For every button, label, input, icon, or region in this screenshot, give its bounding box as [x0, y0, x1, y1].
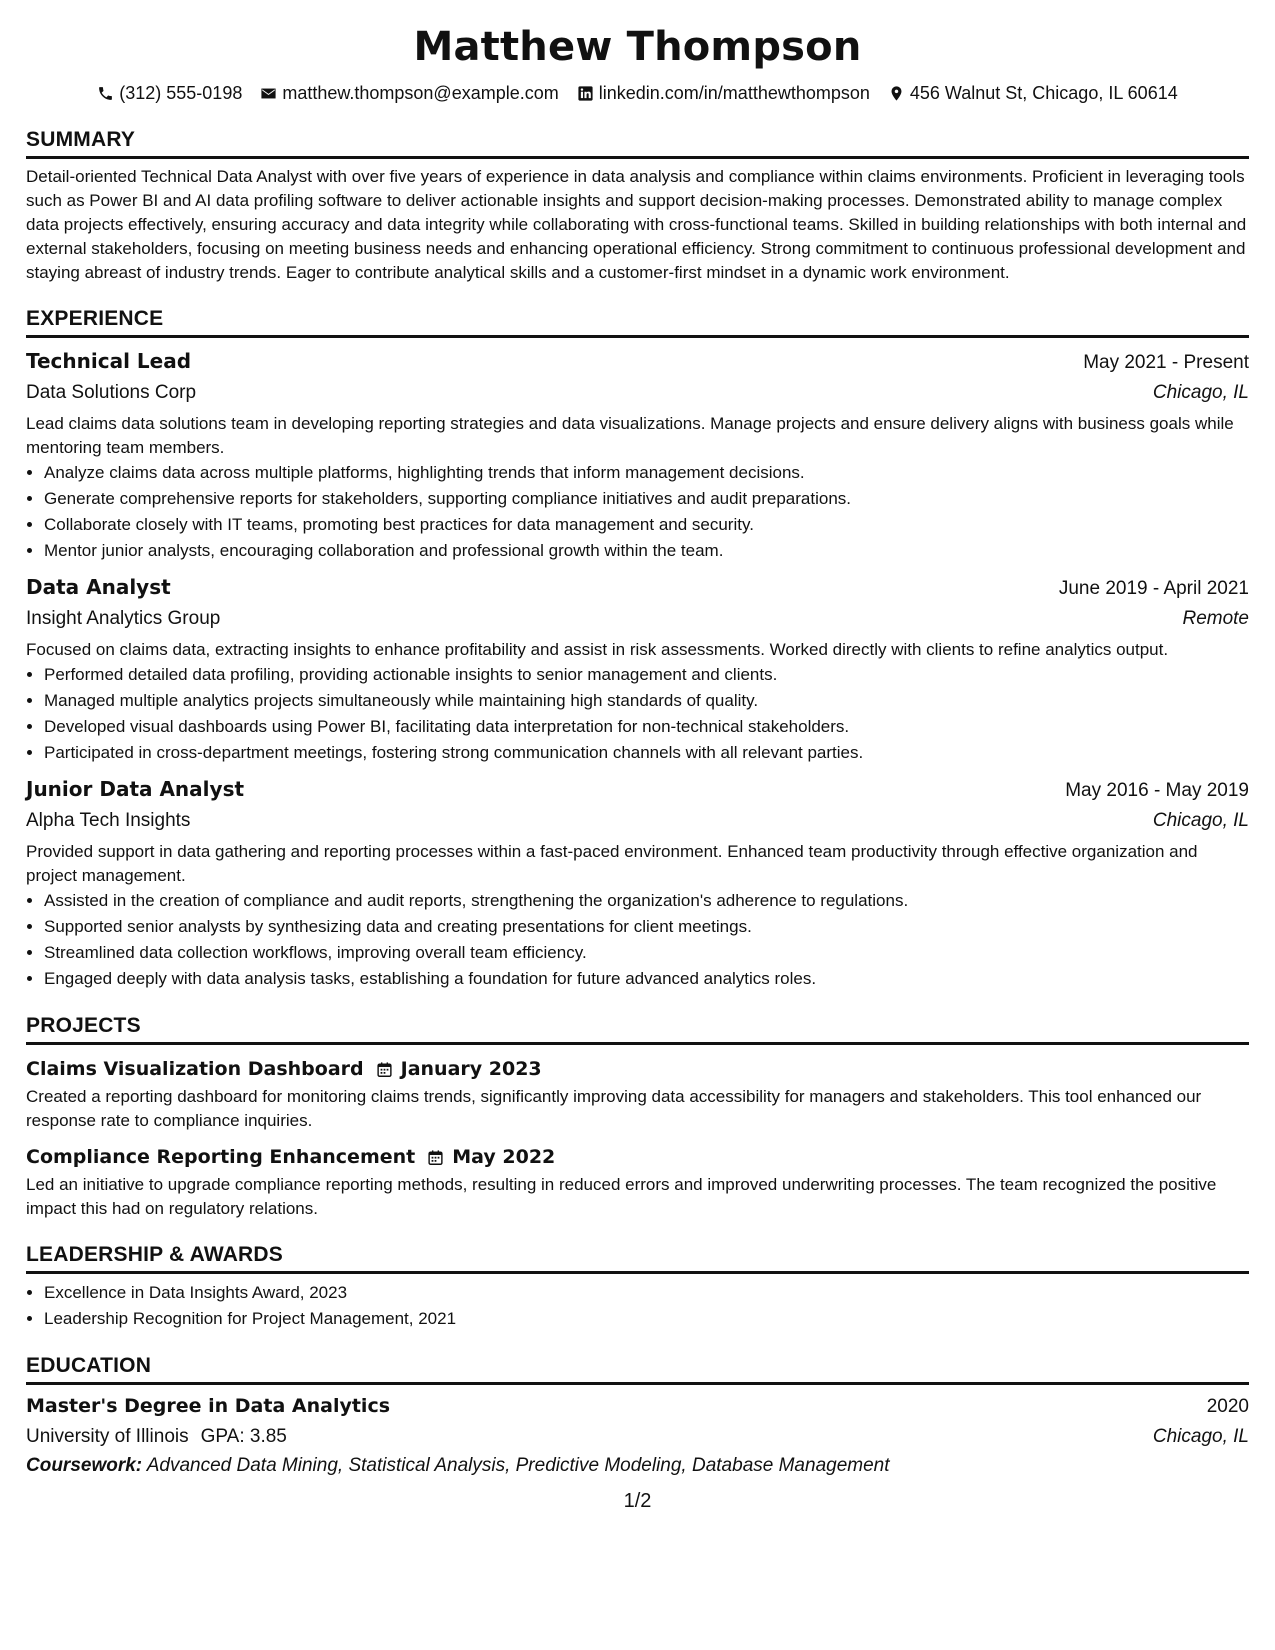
candidate-name: Matthew Thompson [413, 24, 862, 70]
education-gpa: GPA: 3.85 [200, 1426, 287, 1447]
job-bullets [26, 662, 1249, 766]
section-title-experience: EXPERIENCE [26, 307, 1249, 338]
project-entry [26, 1055, 1249, 1133]
project-date: January 2023 [400, 1058, 542, 1080]
job-entry [26, 572, 1249, 766]
list-item: • Participated in cross-department meetings, fostering strong communication channels with all relevant parties. [44, 740, 1249, 766]
job-entry [26, 774, 1249, 992]
contact-email[interactable] [260, 80, 558, 106]
list-item: • Managed multiple analytics projects simultaneously while maintaining high standards of quality. [44, 688, 1249, 714]
email-text: matthew.thompson@example.com [282, 83, 559, 103]
coursework-text: Advanced Data Mining, Statistical Analysis, Predictive Modeling, Database Management [146, 1455, 890, 1476]
envelope-icon [260, 85, 277, 102]
section-title-leadership: LEADERSHIP & AWARDS [26, 1243, 1249, 1274]
contact-phone[interactable] [97, 80, 242, 106]
job-title: Data Analyst [26, 575, 171, 599]
job-description: Focused on claims data, extracting insights to enhance profitability and assist in risk assessments. Worked directly with clients to refine analytics output. [26, 640, 1169, 659]
list-item: • Excellence in Data Insights Award, 2023 [44, 1280, 1249, 1306]
section-title-projects: PROJECTS [26, 1014, 1249, 1045]
education-degree: Master's Degree in Data Analytics [26, 1395, 391, 1417]
list-item: • Analyze claims data across multiple platforms, highlighting trends that inform management decisions. [44, 460, 1249, 486]
education-location: Chicago, IL [1152, 1426, 1249, 1447]
job-entry [26, 346, 1249, 564]
experience-section [26, 307, 1249, 992]
job-company: Alpha Tech Insights [26, 810, 191, 831]
job-location: Chicago, IL [1152, 382, 1249, 403]
job-dates: May 2021 - Present [1083, 352, 1249, 373]
job-dates: May 2016 - May 2019 [1065, 780, 1249, 801]
project-description: Led an initiative to upgrade compliance reporting methods, resulting in reduced errors and improved underwriting processes. The team recognized the positive impact this had on regulatory relations. [26, 1175, 1217, 1218]
project-date: May 2022 [452, 1146, 556, 1168]
job-title: Junior Data Analyst [26, 777, 245, 801]
summary-section [26, 128, 1249, 285]
job-company: Data Solutions Corp [26, 382, 197, 403]
leadership-section [26, 1243, 1249, 1332]
job-title: Technical Lead [26, 349, 192, 373]
job-location: Remote [1182, 608, 1249, 629]
education-year: 2020 [1206, 1396, 1249, 1417]
job-dates: June 2019 - April 2021 [1058, 578, 1249, 599]
list-item: • Developed visual dashboards using Power BI, facilitating data interpretation for non-technical stakeholders. [44, 714, 1249, 740]
project-name: Compliance Reporting Enhancement [26, 1146, 416, 1168]
list-item: • Engaged deeply with data analysis tasks, establishing a foundation for future advanced analytics roles. [44, 966, 1249, 992]
list-item: • Collaborate closely with IT teams, promoting best practices for data management and security. [44, 512, 1249, 538]
job-bullets [26, 460, 1249, 564]
project-entry [26, 1143, 1249, 1221]
list-item: • Generate comprehensive reports for stakeholders, supporting compliance initiatives and audit preparations. [44, 486, 1249, 512]
phone-icon [97, 85, 114, 102]
job-description: Provided support in data gathering and reporting processes within a fast-paced environment. Enhanced team productivity through effective organization and project management. [26, 842, 1198, 885]
list-item: • Mentor junior analysts, encouraging collaboration and professional growth within the team. [44, 538, 1249, 564]
list-item: • Streamlined data collection workflows, improving overall team efficiency. [44, 940, 1249, 966]
list-item: • Leadership Recognition for Project Management, 2021 [44, 1306, 1249, 1332]
linkedin-text: linkedin.com/in/matthewthompson [598, 83, 870, 103]
job-company: Insight Analytics Group [26, 608, 221, 629]
section-title-education: EDUCATION [26, 1354, 1249, 1385]
linkedin-icon [577, 85, 594, 102]
awards-list [26, 1280, 1249, 1332]
contact-address [888, 80, 1178, 106]
list-item: • Supported senior analysts by synthesizing data and creating presentations for client meetings. [44, 914, 1249, 940]
calendar-icon [376, 1061, 393, 1078]
coursework-label: Coursework: [26, 1455, 143, 1476]
job-location: Chicago, IL [1152, 810, 1249, 831]
job-bullets [26, 888, 1249, 992]
list-item: • Assisted in the creation of compliance and audit reports, strengthening the organization's adherence to regulations. [44, 888, 1249, 914]
resume-page [26, 0, 1249, 1480]
map-pin-icon [888, 85, 905, 102]
coursework-line [26, 1452, 1249, 1480]
project-description: Created a reporting dashboard for monitoring claims trends, significantly improving data accessibility for managers and stakeholders. This tool enhanced our response rate to compliance inquiries. [26, 1087, 1202, 1130]
address-text: 456 Walnut St, Chicago, IL 60614 [909, 83, 1178, 103]
project-name: Claims Visualization Dashboard [26, 1058, 364, 1080]
summary-text: Detail-oriented Technical Data Analyst with over five years of experience in data analysis and compliance within claims environments. Proficient in leveraging tools such as Power BI and AI data profiling software to deliver actionable insights and support decision-making processes. Demonstrated ability to manage complex data projects effectively, ensuring accuracy and data integrity while collaborating with cross-functional teams. Skilled in building relationships with both internal and external stakeholders, focusing on meeting business needs and enhancing operational efficiency. Strong commitment to continuous professional development and staying abreast of industry trends. Eager to contribute analytical skills and a customer-first mindset in a dynamic work environment. [26, 167, 1247, 282]
section-title-summary: SUMMARY [26, 128, 1249, 159]
page-number: 1/2 [623, 1490, 652, 1512]
phone-text: (312) 555-0198 [119, 83, 243, 103]
contact-bar [26, 80, 1249, 106]
job-description: Lead claims data solutions team in developing reporting strategies and data visualizations. Manage projects and ensure delivery aligns with business goals while mentoring team members. [26, 414, 1234, 457]
education-section [26, 1354, 1249, 1480]
education-school: University of Illinois [26, 1426, 189, 1447]
list-item: • Performed detailed data profiling, providing actionable insights to senior management and clients. [44, 662, 1249, 688]
calendar-icon [427, 1149, 444, 1166]
contact-linkedin[interactable] [577, 80, 870, 106]
projects-section [26, 1014, 1249, 1221]
